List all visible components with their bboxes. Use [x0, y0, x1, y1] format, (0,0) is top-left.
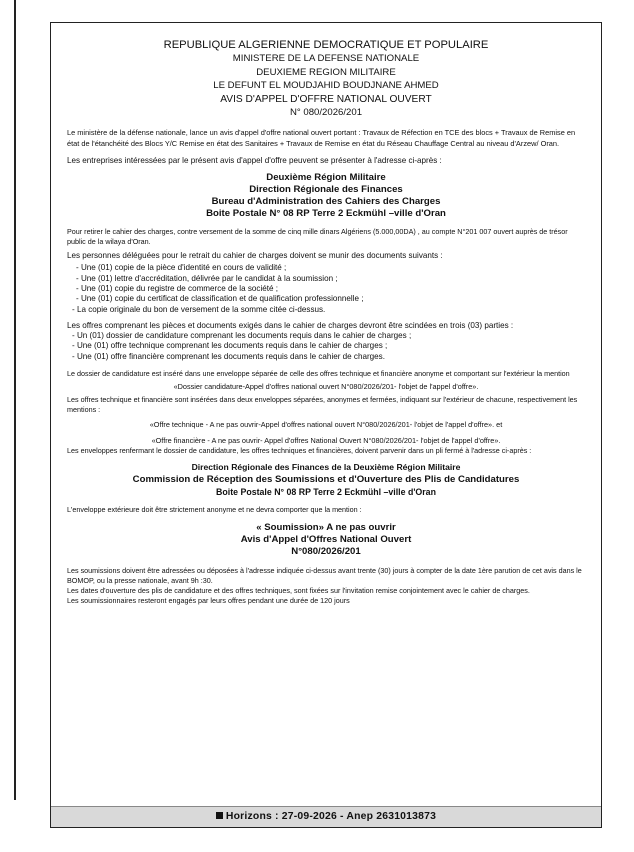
- dossier-paragraph: Le dossier de candidature est inséré dans une enveloppe séparée de celle des offres technique et financière anonyme et comportant sur l'extérieur la mention: [67, 368, 570, 378]
- footer-text: Horizons : 27-09-2026 - Anep 2631013873: [225, 811, 437, 822]
- invite-paragraph: Les entreprises intéressées par le présent avis d'appel d'offre peuvent se présenter à l'adresse ci-après :: [67, 155, 442, 165]
- delegates-list: [67, 263, 585, 314]
- header-ministry: MINISTERE DE LA DEFENSE NATIONALE: [232, 53, 420, 65]
- address1-line: Boite Postale N° 08 RP Terre 2 Eckmühl –ville d'Oran: [206, 208, 446, 220]
- header-honoree: LE DEFUNT EL MOUDJAHID BOUDJNANE AHMED: [213, 80, 439, 92]
- delegates-intro: Les personnes déléguées pour le retrait du cahier de charges doivent se munir des documents suivants :: [67, 251, 443, 261]
- offers-list: [67, 331, 585, 362]
- notice-body: [67, 39, 585, 606]
- technical-mention: «Offre technique - A ne pas ouvrir-Appel d'offres national ouvert N°080/2026/201- l'objet de l'appel d'offre». et: [149, 420, 503, 430]
- financial-mention: «Offre financière - A ne pas ouvrir- Appel d'offres National Ouvert N°080/2026/201- l'objet de l'appel d'offre».: [151, 435, 501, 445]
- list-item: - Un (01) dossier de candidature comprenant les documents requis dans le cahier de charges ;: [72, 330, 412, 340]
- address2-line: Direction Régionale des Finances de la Deuxième Région Militaire: [191, 462, 461, 473]
- envelopes-paragraph: Les enveloppes renfermant le dossier de candidature, les offres techniques et financières, doivent parvenir dans un pli fermé à l'adresse ci-après :: [67, 446, 532, 456]
- address2-line: Commission de Réception des Soumissions et d'Ouverture des Plis de Candidatures: [132, 473, 520, 485]
- mention-block: [67, 522, 585, 559]
- withdraw-paragraph: Pour retirer le cahier des charges, contre versement de la somme de cinq mille dinars Algériens (5.000,00DA) , au compte N°201 007 ouvert auprès de trésor public de la wilaya d'Oran.: [67, 227, 568, 247]
- mention-line: « Soumission» A ne pas ouvrir: [256, 521, 396, 533]
- header-republic: REPUBLIQUE ALGERIENNE DEMOCRATIQUE ET POPULAIRE: [163, 39, 489, 51]
- closing-block: [67, 566, 585, 606]
- list-item: - Une (01) offre technique comprenant les documents requis dans le cahier de charges ;: [72, 341, 388, 351]
- header-notice-title: AVIS D'APPEL D'OFFRE NATIONAL OUVERT: [220, 93, 432, 105]
- mention-line: N°080/2026/201: [291, 546, 361, 558]
- square-bullet-icon: [216, 812, 223, 819]
- address1-line: Deuxième Région Militaire: [266, 171, 386, 183]
- list-item: - La copie originale du bon de versement de la somme citée ci-dessus.: [72, 304, 326, 314]
- address1-line: Direction Régionale des Finances: [249, 183, 403, 195]
- tender-notice: [50, 22, 602, 828]
- closing-paragraph: Les soumissionnaires resteront engagés par leurs offres pendant une durée de 120 jours: [67, 595, 350, 605]
- outer-envelope-paragraph: L'enveloppe extérieure doit être strictement anonyme et ne devra comporter que la mention :: [67, 504, 362, 514]
- mention-line: Avis d'Appel d'Offres National Ouvert: [240, 534, 412, 546]
- address1-line: Bureau d'Administration des Cahiers des Charges: [211, 196, 441, 208]
- closing-paragraph: Les dates d'ouverture des plis de candidature et des offres techniques, sont fixées sur l'invitation remise conjointement avec le cahier de charges.: [67, 585, 530, 595]
- address-block-1: [67, 172, 585, 221]
- list-item: - Une (01) offre financière comprenant les documents requis dans le cahier de charges.: [72, 351, 385, 361]
- offers-intro: Les offres comprenant les pièces et documents exigés dans le cahier de charges devront être scindées en trois (03) parties :: [67, 320, 514, 330]
- intro-paragraph: Le ministère de la défense nationale, lance un avis d'appel d'offre national ouvert portant : Travaux de Réfection en TCE des blocs + Travaux de Remise en état de l'étanchéité des Blocs Y/C Remise en état des Sanitaires + Travaux de Remise en état du Réseau Chauffage Central au niveau d'Arzew/ Oran.: [67, 128, 576, 149]
- left-rule: [14, 0, 16, 800]
- list-item: - Une (01) copie du certificat de classification et de qualification professionnelle ;: [76, 294, 364, 304]
- publication-footer: [51, 806, 601, 827]
- address2-line: Boite Postale N° 08 RP Terre 2 Eckmühl –ville d'Oran: [216, 486, 436, 497]
- closing-paragraph: Les soumissions doivent être adressées ou déposées à l'adresse indiquée ci-dessus avant trente (30) jours à compter de la date 1ère parution de cet avis dans le BOMOP, ou la presse nationale, avant 9h :30.: [67, 565, 582, 585]
- dossier-mention: «Dossier candidature-Appel d'offres national ouvert N°080/2026/201- l'objet de l'appel d'offre».: [173, 381, 479, 391]
- header-region: DEUXIEME REGION MILITAIRE: [256, 66, 396, 78]
- list-item: - Une (01) lettre d'accréditation, délivrée par le candidat à la soumission ;: [76, 273, 338, 283]
- notice-header: [67, 39, 585, 119]
- tech-fin-paragraph: Les offres technique et financière sont insérées dans deux enveloppes séparées, anonymes et fermées, indiquant sur l'extérieur de chacune, respectivement les mentions :: [67, 395, 578, 415]
- address-block-2: [67, 461, 585, 498]
- list-item: - Une (01) copie du registre de commerce de la société ;: [76, 284, 278, 294]
- list-item: - Une (01) copie de la pièce d'identité en cours de validité ;: [76, 263, 287, 273]
- header-notice-number: N° 080/2026/201: [289, 107, 363, 119]
